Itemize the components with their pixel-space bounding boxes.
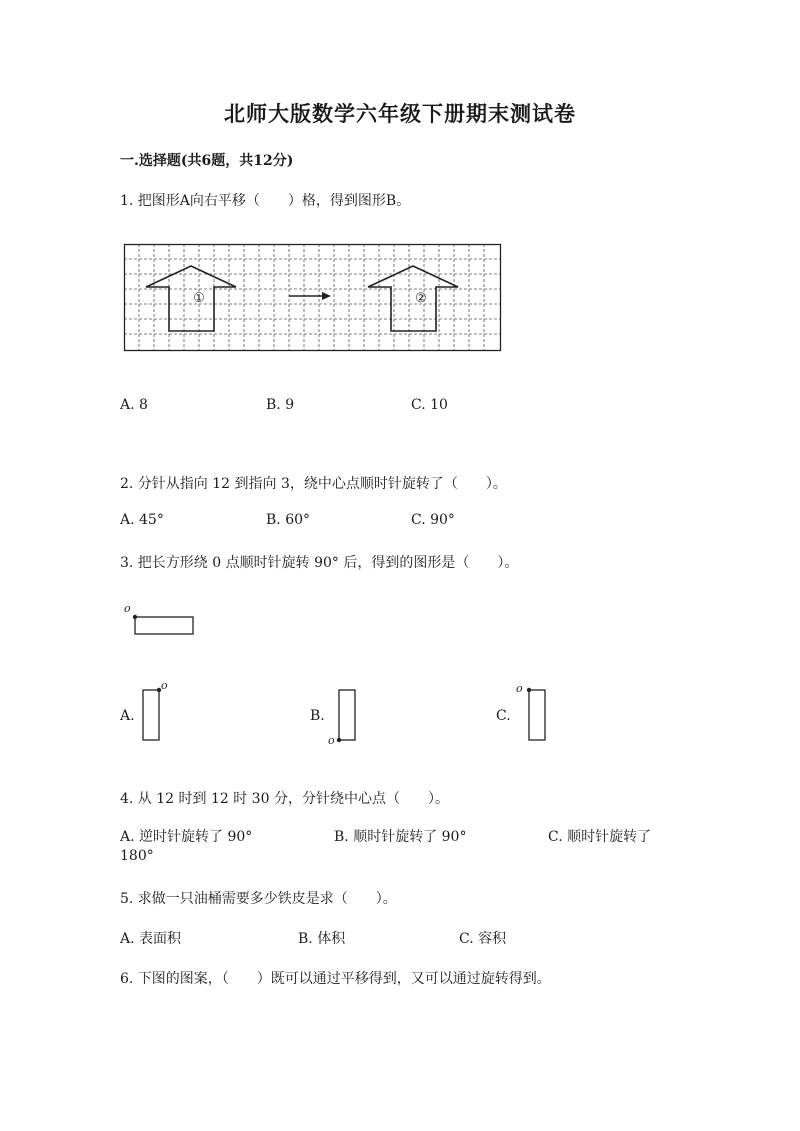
arrow-shape-b — [368, 266, 458, 331]
question-5-option-c[interactable]: C. 容积 — [459, 931, 507, 947]
question-4-option-c[interactable]: C. 顺时针旋转了 — [548, 829, 652, 845]
shape-a-label: ① — [193, 291, 205, 306]
question-5-text: 5. 求做一只油桶需要多少铁皮是求（ ）。 — [120, 891, 397, 907]
question-1-option-b[interactable]: B. 9 — [266, 397, 295, 413]
question-3-option-c[interactable]: C. — [496, 708, 511, 724]
question-4-option-b[interactable]: B. 顺时针旋转了 90° — [334, 829, 467, 845]
question-4-text: 4. 从 12 时到 12 时 30 分，分针绕中心点（ ）。 — [120, 791, 449, 807]
grid-lines — [124, 244, 501, 351]
question-3-text: 3. 把长方形绕 0 点顺时针旋转 90° 后，得到的图形是（ ）。 — [120, 555, 519, 571]
question-2-text: 2. 分针从指向 12 到指向 3，绕中心点顺时针旋转了（ ）。 — [120, 476, 507, 492]
point-o — [133, 615, 137, 619]
question-6-text: 6. 下图的图案，（ ）既可以通过平移得到，又可以通过旋转得到。 — [120, 971, 551, 987]
question-5-option-a[interactable]: A. 表面积 — [120, 931, 182, 947]
option-a-point-label: o — [161, 679, 168, 692]
grid-border — [125, 245, 501, 351]
horizontal-rectangle — [135, 617, 193, 634]
section-heading: 一.选择题(共6题，共12分) — [120, 153, 294, 169]
option-a-rectangle[interactable] — [138, 680, 178, 745]
question-5-option-b[interactable]: B. 体积 — [298, 931, 346, 947]
option-b-point-label: o — [328, 734, 335, 747]
question-3-rectangle-figure — [120, 600, 200, 640]
question-1-text: 1. 把图形A向右平移（ ）格，得到图形B。 — [120, 193, 411, 209]
point-o-label: o — [124, 602, 131, 615]
question-4-option-c-continued: 180° — [120, 848, 154, 864]
arrow-shape-a — [146, 266, 236, 331]
question-3-option-a[interactable]: A. — [120, 708, 135, 724]
option-c-point-label: o — [516, 682, 523, 695]
shape-b-label: ② — [415, 291, 427, 306]
question-1-grid-figure — [124, 244, 504, 354]
question-1-option-a[interactable]: A. 8 — [120, 397, 148, 413]
page-title: 北师大版数学六年级下册期末测试卷 — [224, 101, 576, 126]
translation-arrow-head — [322, 292, 331, 300]
question-2-option-a[interactable]: A. 45° — [120, 512, 164, 528]
question-4-option-a[interactable]: A. 逆时针旋转了 90° — [120, 829, 253, 845]
question-2-option-b[interactable]: B. 60° — [266, 512, 311, 528]
question-2-option-c[interactable]: C. 90° — [411, 512, 455, 528]
option-c-rectangle[interactable] — [512, 680, 552, 745]
option-b-rectangle[interactable] — [325, 685, 365, 750]
question-3-option-b[interactable]: B. — [310, 708, 325, 724]
question-1-option-c[interactable]: C. 10 — [411, 397, 448, 413]
